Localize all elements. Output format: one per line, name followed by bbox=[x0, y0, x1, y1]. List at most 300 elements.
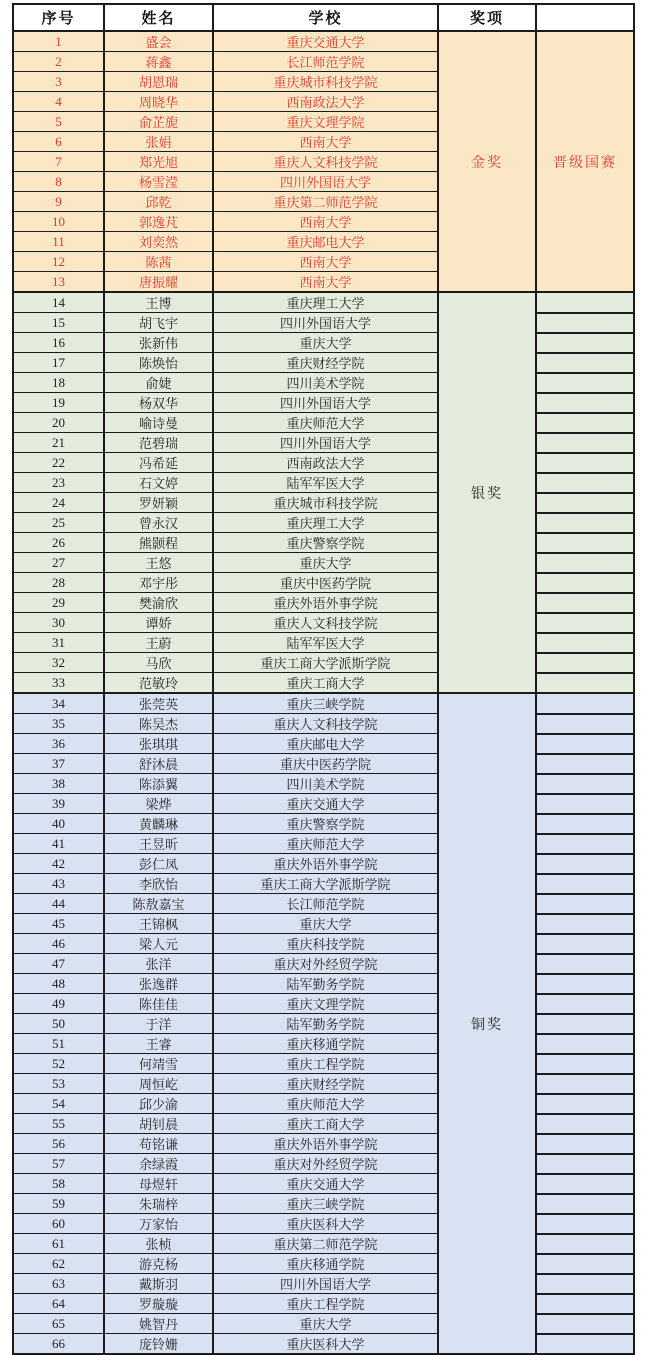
table-row bbox=[13, 1254, 634, 1274]
school-cell: 长江师范学院 bbox=[213, 52, 438, 72]
note-cell bbox=[536, 974, 634, 994]
table-row bbox=[13, 1214, 634, 1234]
table-row bbox=[13, 593, 634, 613]
name-cell: 张琪琪 bbox=[104, 734, 213, 754]
name-cell: 王锦枫 bbox=[104, 914, 213, 934]
table-row bbox=[13, 353, 634, 373]
school-cell: 重庆大学 bbox=[213, 914, 438, 934]
note-cell bbox=[536, 1034, 634, 1054]
school-cell: 重庆工程学院 bbox=[213, 1294, 438, 1314]
school-cell: 陆军勤务学院 bbox=[213, 974, 438, 994]
header-row bbox=[13, 4, 634, 31]
school-cell: 重庆移通学院 bbox=[213, 1254, 438, 1274]
note-cell bbox=[536, 1014, 634, 1034]
school-cell: 重庆对外经贸学院 bbox=[213, 1154, 438, 1174]
name-cell: 姚智丹 bbox=[104, 1314, 213, 1334]
index-cell: 20 bbox=[13, 413, 104, 433]
index-cell: 54 bbox=[13, 1094, 104, 1114]
note-cell bbox=[536, 914, 634, 934]
note-cell bbox=[536, 693, 634, 714]
name-cell: 王睿 bbox=[104, 1034, 213, 1054]
index-cell: 62 bbox=[13, 1254, 104, 1274]
index-cell: 31 bbox=[13, 633, 104, 653]
table-row bbox=[13, 313, 634, 333]
note-cell bbox=[536, 954, 634, 974]
school-cell: 重庆三峡学院 bbox=[213, 693, 438, 714]
note-cell bbox=[536, 1314, 634, 1334]
table-row bbox=[13, 894, 634, 914]
note-cell bbox=[536, 834, 634, 854]
table-row bbox=[13, 974, 634, 994]
index-cell: 45 bbox=[13, 914, 104, 934]
index-cell: 40 bbox=[13, 814, 104, 834]
name-cell: 于洋 bbox=[104, 1014, 213, 1034]
school-cell: 四川外国语大学 bbox=[213, 1274, 438, 1294]
name-cell: 邱少渝 bbox=[104, 1094, 213, 1114]
index-cell: 47 bbox=[13, 954, 104, 974]
index-cell: 36 bbox=[13, 734, 104, 754]
index-cell: 27 bbox=[13, 553, 104, 573]
index-cell: 19 bbox=[13, 393, 104, 413]
name-cell: 陈焕怡 bbox=[104, 353, 213, 373]
note-cell bbox=[536, 1294, 634, 1314]
note-cell bbox=[536, 1194, 634, 1214]
note-cell bbox=[536, 874, 634, 894]
index-cell: 10 bbox=[13, 212, 104, 232]
name-cell: 李欣怡 bbox=[104, 874, 213, 894]
note-cell bbox=[536, 994, 634, 1014]
school-cell: 陆军勤务学院 bbox=[213, 1014, 438, 1034]
school-cell: 重庆移通学院 bbox=[213, 1034, 438, 1054]
name-cell: 余绿霞 bbox=[104, 1154, 213, 1174]
table-row bbox=[13, 954, 634, 974]
table-row bbox=[13, 373, 634, 393]
school-cell: 重庆交通大学 bbox=[213, 31, 438, 52]
note-cell bbox=[536, 1154, 634, 1174]
index-cell: 57 bbox=[13, 1154, 104, 1174]
awards-table bbox=[12, 3, 635, 1355]
name-cell: 唐振耀 bbox=[104, 272, 213, 293]
school-cell: 重庆医科大学 bbox=[213, 1334, 438, 1355]
name-cell: 黄麟琳 bbox=[104, 814, 213, 834]
school-cell: 重庆中医药学院 bbox=[213, 573, 438, 593]
school-cell: 西南大学 bbox=[213, 272, 438, 293]
school-cell: 西南大学 bbox=[213, 212, 438, 232]
school-cell: 陆军军医大学 bbox=[213, 473, 438, 493]
note-cell bbox=[536, 493, 634, 513]
note-cell bbox=[536, 353, 634, 373]
table-row bbox=[13, 473, 634, 493]
index-cell: 2 bbox=[13, 52, 104, 72]
table-row bbox=[13, 1274, 634, 1294]
note-cell bbox=[536, 292, 634, 313]
index-cell: 64 bbox=[13, 1294, 104, 1314]
name-cell: 周恒屹 bbox=[104, 1074, 213, 1094]
school-cell: 重庆师范大学 bbox=[213, 1094, 438, 1114]
school-cell: 重庆理工大学 bbox=[213, 513, 438, 533]
table-row bbox=[13, 1054, 634, 1074]
name-cell: 王博 bbox=[104, 292, 213, 313]
index-cell: 25 bbox=[13, 513, 104, 533]
note-cell bbox=[536, 1254, 634, 1274]
table-row bbox=[13, 553, 634, 573]
table-row bbox=[13, 333, 634, 353]
table-row bbox=[13, 1234, 634, 1254]
note-cell bbox=[536, 513, 634, 533]
name-cell: 梁烨 bbox=[104, 794, 213, 814]
table-row bbox=[13, 613, 634, 633]
name-cell: 庞铃姗 bbox=[104, 1334, 213, 1355]
index-cell: 15 bbox=[13, 313, 104, 333]
name-cell: 蒋鑫 bbox=[104, 52, 213, 72]
table-row bbox=[13, 1114, 634, 1134]
school-cell: 重庆工商大学派斯学院 bbox=[213, 874, 438, 894]
note-cell bbox=[536, 1094, 634, 1114]
table-row bbox=[13, 1014, 634, 1034]
name-cell: 石文婷 bbox=[104, 473, 213, 493]
school-cell: 重庆警察学院 bbox=[213, 814, 438, 834]
index-cell: 50 bbox=[13, 1014, 104, 1034]
school-cell: 重庆大学 bbox=[213, 333, 438, 353]
index-cell: 26 bbox=[13, 533, 104, 553]
name-cell: 王悠 bbox=[104, 553, 213, 573]
name-cell: 喻诗曼 bbox=[104, 413, 213, 433]
award-cell: 金奖 bbox=[438, 31, 536, 292]
note-cell bbox=[536, 1174, 634, 1194]
school-cell: 重庆师范大学 bbox=[213, 834, 438, 854]
school-cell: 重庆邮电大学 bbox=[213, 232, 438, 252]
index-cell: 34 bbox=[13, 693, 104, 714]
school-cell: 重庆工程学院 bbox=[213, 1054, 438, 1074]
school-cell: 西南大学 bbox=[213, 252, 438, 272]
name-cell: 罗妍颖 bbox=[104, 493, 213, 513]
school-cell: 重庆外语外事学院 bbox=[213, 1134, 438, 1154]
name-cell: 冯希延 bbox=[104, 453, 213, 473]
note-cell bbox=[536, 373, 634, 393]
table-row bbox=[13, 874, 634, 894]
note-cell bbox=[536, 1114, 634, 1134]
school-cell: 四川外国语大学 bbox=[213, 313, 438, 333]
school-cell: 四川美术学院 bbox=[213, 774, 438, 794]
note-cell bbox=[536, 433, 634, 453]
index-cell: 52 bbox=[13, 1054, 104, 1074]
school-cell: 陆军军医大学 bbox=[213, 633, 438, 653]
note-cell bbox=[536, 1334, 634, 1355]
table-row bbox=[13, 1174, 634, 1194]
name-cell: 张逸群 bbox=[104, 974, 213, 994]
name-cell: 郑光旭 bbox=[104, 152, 213, 172]
index-cell: 4 bbox=[13, 92, 104, 112]
note-cell bbox=[536, 573, 634, 593]
table-row bbox=[13, 513, 634, 533]
school-cell: 重庆对外经贸学院 bbox=[213, 954, 438, 974]
note-cell bbox=[536, 1214, 634, 1234]
name-cell: 范碧瑞 bbox=[104, 433, 213, 453]
school-cell: 重庆外语外事学院 bbox=[213, 593, 438, 613]
table-row bbox=[13, 1294, 634, 1314]
index-cell: 60 bbox=[13, 1214, 104, 1234]
name-cell: 陈敖嘉宝 bbox=[104, 894, 213, 914]
note-cell bbox=[536, 613, 634, 633]
table-row bbox=[13, 633, 634, 653]
school-cell: 重庆文理学院 bbox=[213, 994, 438, 1014]
note-cell bbox=[536, 934, 634, 954]
note-cell bbox=[536, 1054, 634, 1074]
note-cell bbox=[536, 533, 634, 553]
name-cell: 张洋 bbox=[104, 954, 213, 974]
name-cell: 朱瑞梓 bbox=[104, 1194, 213, 1214]
table-row bbox=[13, 794, 634, 814]
index-cell: 51 bbox=[13, 1034, 104, 1054]
school-cell: 四川美术学院 bbox=[213, 373, 438, 393]
school-cell: 重庆理工大学 bbox=[213, 292, 438, 313]
name-cell: 范敏玲 bbox=[104, 673, 213, 694]
school-cell: 重庆城市科技学院 bbox=[213, 72, 438, 92]
name-cell: 梁人元 bbox=[104, 934, 213, 954]
note-cell bbox=[536, 714, 634, 734]
note-cell bbox=[536, 1234, 634, 1254]
table-row bbox=[13, 774, 634, 794]
index-cell: 39 bbox=[13, 794, 104, 814]
school-cell: 重庆财经学院 bbox=[213, 1074, 438, 1094]
name-cell: 张莞英 bbox=[104, 693, 213, 714]
school-cell: 长江师范学院 bbox=[213, 894, 438, 914]
name-cell: 谭娇 bbox=[104, 613, 213, 633]
index-cell: 11 bbox=[13, 232, 104, 252]
name-cell: 王蔚 bbox=[104, 633, 213, 653]
name-cell: 胡飞宇 bbox=[104, 313, 213, 333]
name-cell: 邓宇彤 bbox=[104, 573, 213, 593]
table-body bbox=[13, 31, 634, 1354]
school-cell: 重庆第二师范学院 bbox=[213, 1234, 438, 1254]
note-cell bbox=[536, 313, 634, 333]
index-cell: 22 bbox=[13, 453, 104, 473]
table-row bbox=[13, 533, 634, 553]
name-cell: 邱乾 bbox=[104, 192, 213, 212]
name-cell: 杨雪滢 bbox=[104, 172, 213, 192]
table-row bbox=[13, 854, 634, 874]
index-cell: 53 bbox=[13, 1074, 104, 1094]
name-cell: 戴斯羽 bbox=[104, 1274, 213, 1294]
name-cell: 陈佳佳 bbox=[104, 994, 213, 1014]
name-cell: 郭逸芃 bbox=[104, 212, 213, 232]
index-cell: 49 bbox=[13, 994, 104, 1014]
school-cell: 重庆文理学院 bbox=[213, 112, 438, 132]
name-cell: 胡恩瑞 bbox=[104, 72, 213, 92]
table-row bbox=[13, 714, 634, 734]
index-cell: 32 bbox=[13, 653, 104, 673]
name-cell: 游克杨 bbox=[104, 1254, 213, 1274]
index-cell: 8 bbox=[13, 172, 104, 192]
index-cell: 38 bbox=[13, 774, 104, 794]
school-cell: 重庆人文科技学院 bbox=[213, 152, 438, 172]
table-row bbox=[13, 1034, 634, 1054]
col-header-name: 姓名 bbox=[104, 4, 213, 31]
school-cell: 重庆财经学院 bbox=[213, 353, 438, 373]
note-cell bbox=[536, 894, 634, 914]
note-cell bbox=[536, 393, 634, 413]
school-cell: 重庆城市科技学院 bbox=[213, 493, 438, 513]
name-cell: 苟铭谦 bbox=[104, 1134, 213, 1154]
table-row bbox=[13, 1194, 634, 1214]
note-cell bbox=[536, 413, 634, 433]
index-cell: 30 bbox=[13, 613, 104, 633]
table-row bbox=[13, 393, 634, 413]
note-cell bbox=[536, 453, 634, 473]
note-cell bbox=[536, 774, 634, 794]
school-cell: 重庆科技学院 bbox=[213, 934, 438, 954]
note-cell bbox=[536, 734, 634, 754]
index-cell: 59 bbox=[13, 1194, 104, 1214]
index-cell: 56 bbox=[13, 1134, 104, 1154]
name-cell: 胡钊晨 bbox=[104, 1114, 213, 1134]
col-header-school: 学校 bbox=[213, 4, 438, 31]
award-cell: 铜奖 bbox=[438, 693, 536, 1354]
col-header-award: 奖项 bbox=[438, 4, 536, 31]
note-cell bbox=[536, 553, 634, 573]
name-cell: 陈茜 bbox=[104, 252, 213, 272]
table-row bbox=[13, 994, 634, 1014]
index-cell: 65 bbox=[13, 1314, 104, 1334]
index-cell: 5 bbox=[13, 112, 104, 132]
name-cell: 张新伟 bbox=[104, 333, 213, 353]
index-cell: 61 bbox=[13, 1234, 104, 1254]
name-cell: 马欣 bbox=[104, 653, 213, 673]
index-cell: 63 bbox=[13, 1274, 104, 1294]
name-cell: 盛会 bbox=[104, 31, 213, 52]
school-cell: 四川外国语大学 bbox=[213, 433, 438, 453]
school-cell: 重庆邮电大学 bbox=[213, 734, 438, 754]
index-cell: 44 bbox=[13, 894, 104, 914]
index-cell: 55 bbox=[13, 1114, 104, 1134]
note-cell bbox=[536, 673, 634, 694]
note-cell bbox=[536, 633, 634, 653]
index-cell: 37 bbox=[13, 754, 104, 774]
school-cell: 重庆三峡学院 bbox=[213, 1194, 438, 1214]
school-cell: 四川外国语大学 bbox=[213, 172, 438, 192]
index-cell: 24 bbox=[13, 493, 104, 513]
index-cell: 66 bbox=[13, 1334, 104, 1355]
table-row bbox=[13, 673, 634, 694]
note-cell bbox=[536, 1134, 634, 1154]
note-cell bbox=[536, 333, 634, 353]
name-cell: 罗璇璇 bbox=[104, 1294, 213, 1314]
col-header-index: 序号 bbox=[13, 4, 104, 31]
award-cell: 银奖 bbox=[438, 292, 536, 693]
table-row bbox=[13, 453, 634, 473]
table-row bbox=[13, 1314, 634, 1334]
school-cell: 重庆医科大学 bbox=[213, 1214, 438, 1234]
name-cell: 曾永汉 bbox=[104, 513, 213, 533]
table-row bbox=[13, 413, 634, 433]
note-cell bbox=[536, 653, 634, 673]
table-row bbox=[13, 754, 634, 774]
school-cell: 西南政法大学 bbox=[213, 453, 438, 473]
index-cell: 16 bbox=[13, 333, 104, 353]
school-cell: 重庆大学 bbox=[213, 553, 438, 573]
name-cell: 王昱昕 bbox=[104, 834, 213, 854]
table-row bbox=[13, 834, 634, 854]
school-cell: 重庆师范大学 bbox=[213, 413, 438, 433]
school-cell: 四川外国语大学 bbox=[213, 393, 438, 413]
table-row bbox=[13, 31, 634, 52]
name-cell: 舒沐晨 bbox=[104, 754, 213, 774]
index-cell: 1 bbox=[13, 31, 104, 52]
school-cell: 西南大学 bbox=[213, 132, 438, 152]
index-cell: 3 bbox=[13, 72, 104, 92]
table-row bbox=[13, 573, 634, 593]
table-row bbox=[13, 1134, 634, 1154]
note-cell bbox=[536, 794, 634, 814]
table-row bbox=[13, 693, 634, 714]
name-cell: 杨双华 bbox=[104, 393, 213, 413]
note-cell bbox=[536, 1074, 634, 1094]
note-cell bbox=[536, 854, 634, 874]
table-row bbox=[13, 1074, 634, 1094]
index-cell: 18 bbox=[13, 373, 104, 393]
school-cell: 西南政法大学 bbox=[213, 92, 438, 112]
school-cell: 重庆人文科技学院 bbox=[213, 714, 438, 734]
name-cell: 俞婕 bbox=[104, 373, 213, 393]
table-row bbox=[13, 493, 634, 513]
index-cell: 17 bbox=[13, 353, 104, 373]
index-cell: 41 bbox=[13, 834, 104, 854]
table-row bbox=[13, 1334, 634, 1355]
name-cell: 陈吴杰 bbox=[104, 714, 213, 734]
index-cell: 7 bbox=[13, 152, 104, 172]
school-cell: 重庆工商大学 bbox=[213, 1114, 438, 1134]
name-cell: 万家怡 bbox=[104, 1214, 213, 1234]
table-row bbox=[13, 934, 634, 954]
school-cell: 重庆工商大学派斯学院 bbox=[213, 653, 438, 673]
school-cell: 重庆第二师范学院 bbox=[213, 192, 438, 212]
index-cell: 33 bbox=[13, 673, 104, 694]
index-cell: 28 bbox=[13, 573, 104, 593]
index-cell: 14 bbox=[13, 292, 104, 313]
index-cell: 21 bbox=[13, 433, 104, 453]
name-cell: 陈添翼 bbox=[104, 774, 213, 794]
note-cell bbox=[536, 593, 634, 613]
table-row bbox=[13, 1094, 634, 1114]
table-row bbox=[13, 914, 634, 934]
index-cell: 29 bbox=[13, 593, 104, 613]
name-cell: 刘奕然 bbox=[104, 232, 213, 252]
name-cell: 彭仁凤 bbox=[104, 854, 213, 874]
index-cell: 9 bbox=[13, 192, 104, 212]
school-cell: 重庆人文科技学院 bbox=[213, 613, 438, 633]
school-cell: 重庆中医药学院 bbox=[213, 754, 438, 774]
school-cell: 重庆交通大学 bbox=[213, 1174, 438, 1194]
index-cell: 35 bbox=[13, 714, 104, 734]
table-row bbox=[13, 653, 634, 673]
index-cell: 23 bbox=[13, 473, 104, 493]
note-cell: 晋级国赛 bbox=[536, 31, 634, 292]
col-header-note bbox=[536, 4, 634, 31]
school-cell: 重庆警察学院 bbox=[213, 533, 438, 553]
name-cell: 母煜轩 bbox=[104, 1174, 213, 1194]
index-cell: 13 bbox=[13, 272, 104, 293]
note-cell bbox=[536, 754, 634, 774]
name-cell: 周晓华 bbox=[104, 92, 213, 112]
school-cell: 重庆外语外事学院 bbox=[213, 854, 438, 874]
index-cell: 48 bbox=[13, 974, 104, 994]
name-cell: 樊渝欣 bbox=[104, 593, 213, 613]
table-row bbox=[13, 814, 634, 834]
index-cell: 46 bbox=[13, 934, 104, 954]
table-row bbox=[13, 734, 634, 754]
index-cell: 42 bbox=[13, 854, 104, 874]
index-cell: 58 bbox=[13, 1174, 104, 1194]
